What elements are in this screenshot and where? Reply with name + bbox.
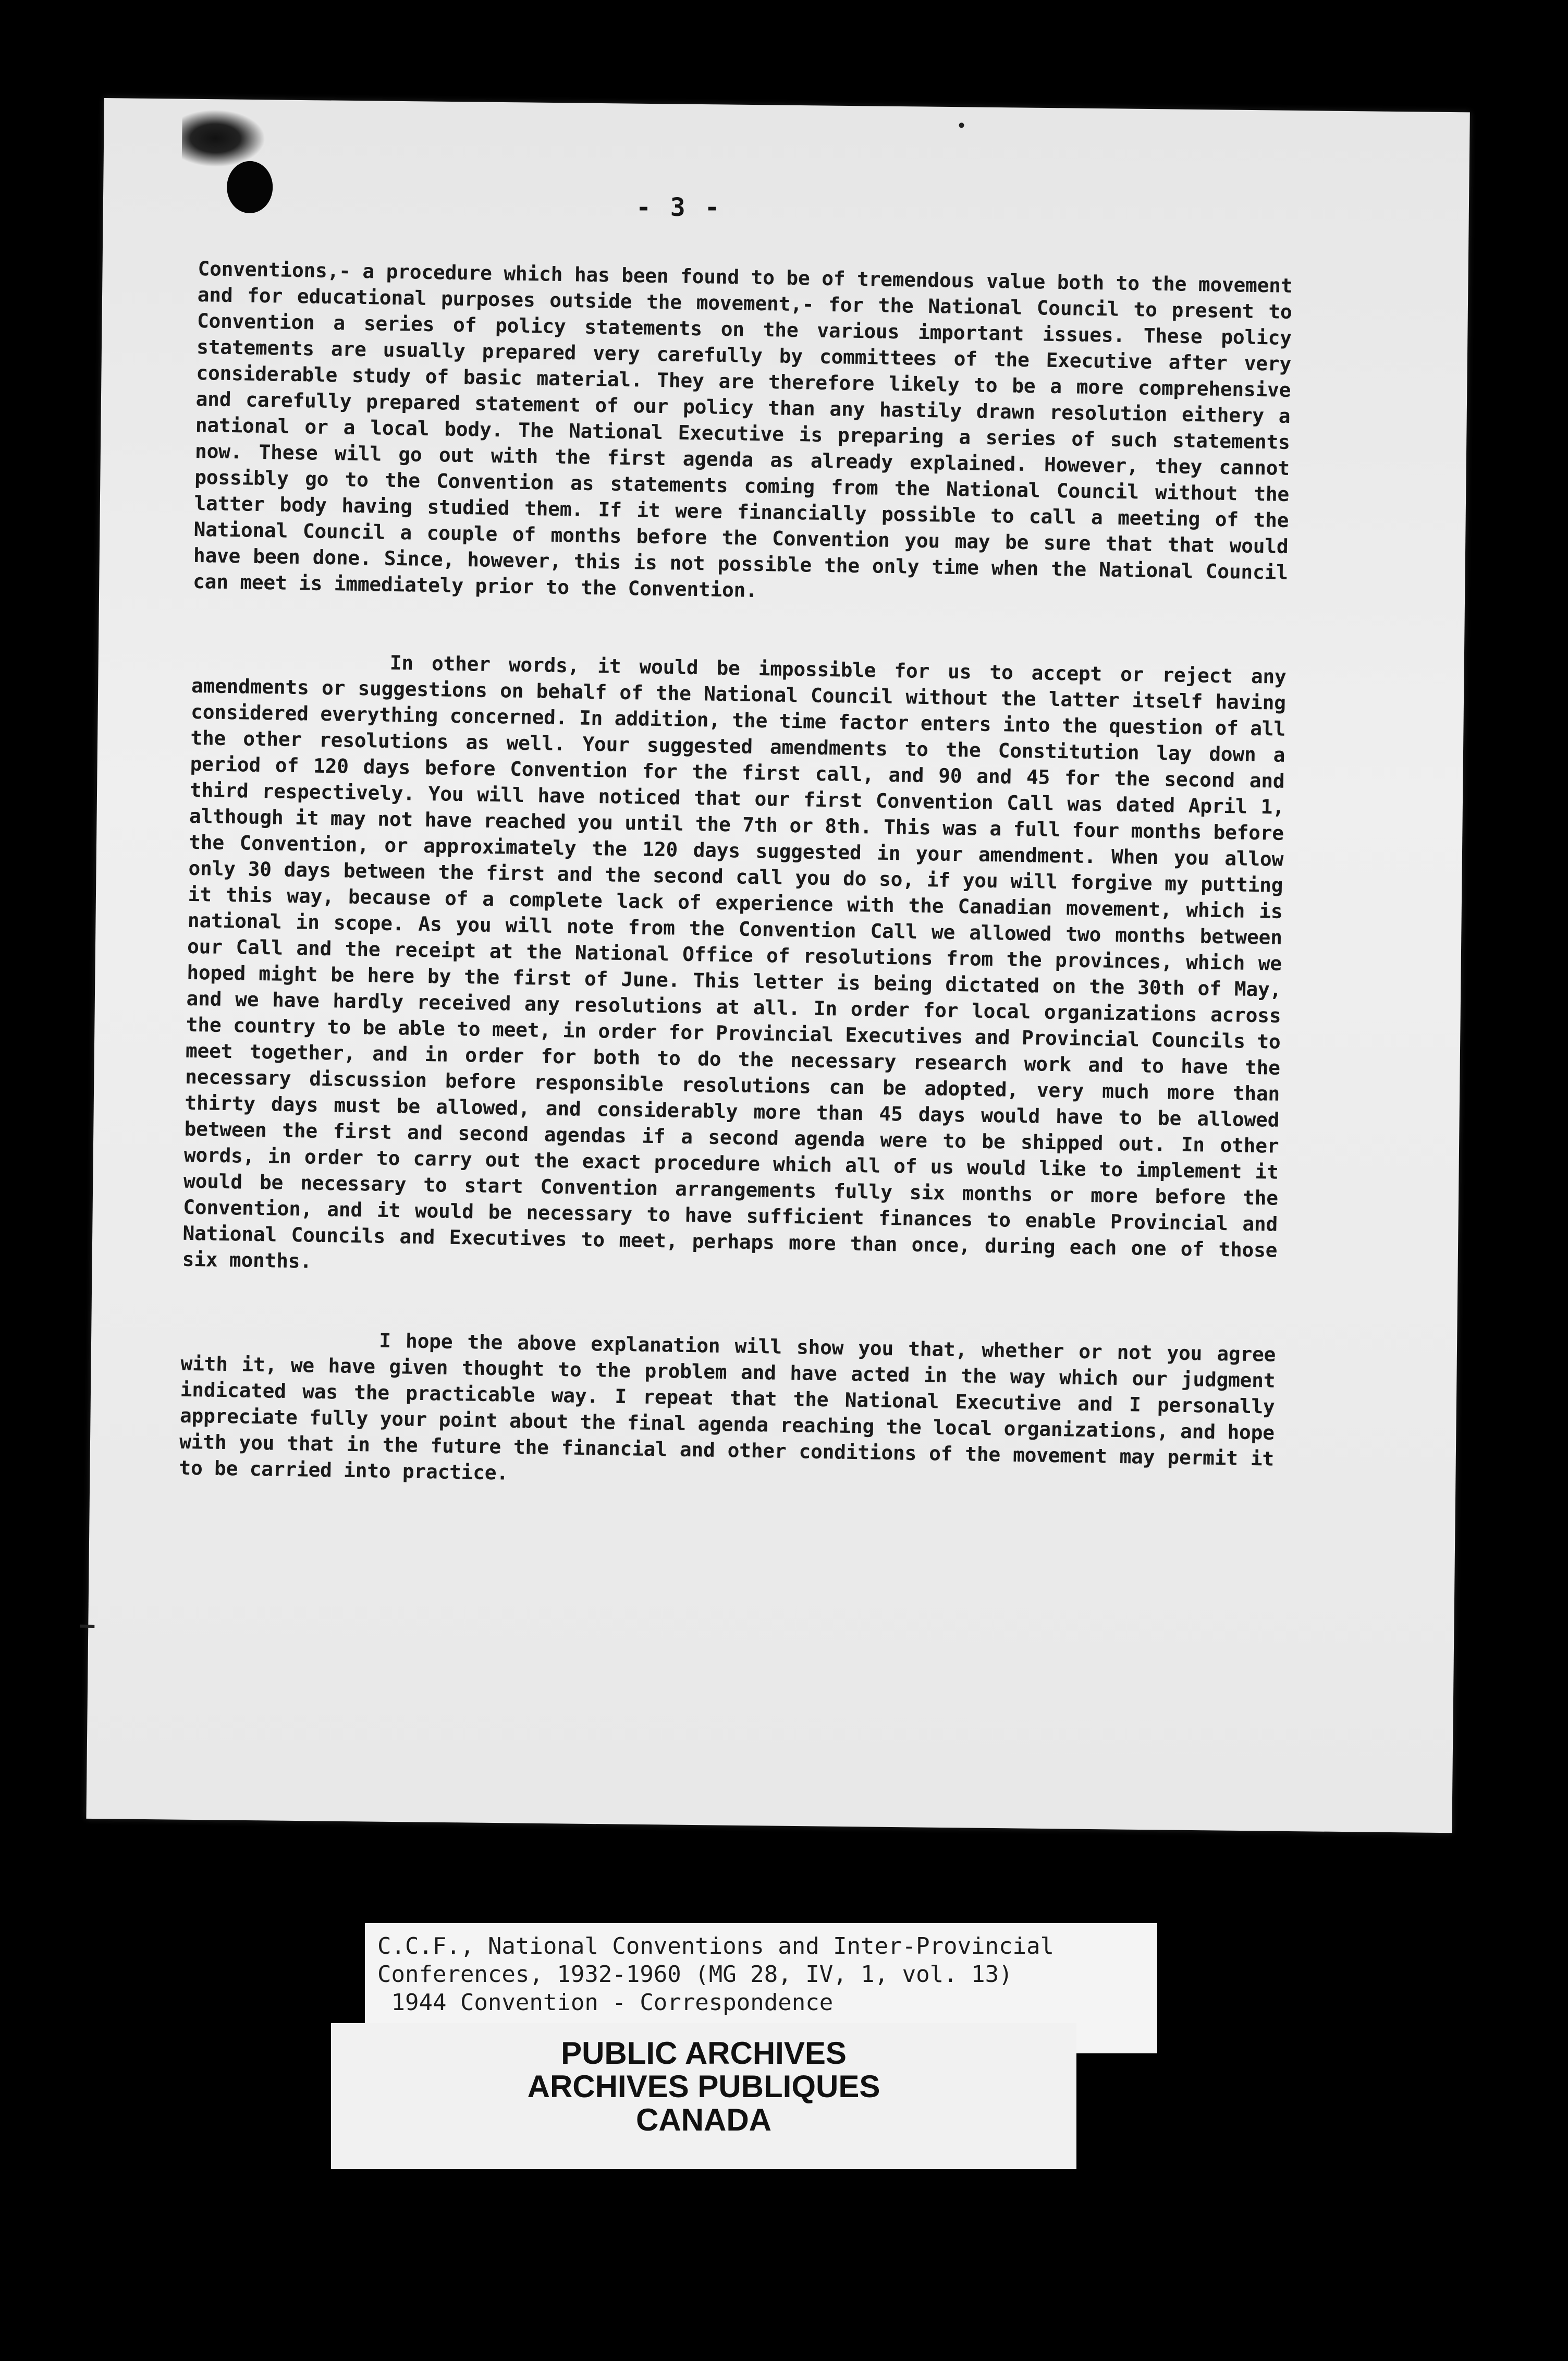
letter-body [179,255,1293,1498]
archive-label-line-2: Conferences, 1932-1960 (MG 28, IV, 1, vol. 13) [377,1961,1013,1988]
archive-label-line-1: C.C.F., National Conventions and Inter-Provincial [377,1933,1055,1960]
punch-hole [227,161,273,213]
page-number: - 3 - [636,193,722,222]
stamp-line-2: ARCHIVES PUBLIQUES [527,2069,880,2104]
paragraph-2: In other words, it would be impossible for us to accept or reject any amendments or suggestions on behalf of the National Council without the latter itself having considered everything concerned. In addition, the time factor enters into the question of all the other resolutions as well. Your suggested amendments to the Constitution lay down a period of 120 days before Convention for the first call, and 90 and 45 for the second and third respectively. You will have noticed that our first Convention Call was dated April 1, although it may not have reached you until the 7th or 8th. This was a full four months before the Convention, or approximately the 120 days suggested in your amendment. When you allow only 30 days between the first and the second call you do so, if you will forgive my putting it this way, because of a complete lack of experience with the Canadian movement, which is national in scope. As you will note from the Convention Call we allowed two months between our Call and the receipt at the National Office of resolutions from the provinces, which we hoped might be here by the first of June. This letter is being dictated on the 30th of May, and we have hardly received any resolutions at all. In order for local organizations across the country to be able to meet, in order for Provincial Executives and Provincial Councils to meet together, and in order for both to do the necessary research work and to have the necessary discussion before responsible resolutions can be adopted, very much more than thirty days must be allowed, and considerably more than 45 days would have to be allowed between the first and second agendas if a second agenda were to be shipped out. In other words, in order to carry out the exact procedure which all of us would like to implement it would be necessary to start Convention arrangements fully six months or more before the Convention, and it would be necessary to have sufficient finances to enable Provincial and National Councils and Executives to meet, perhaps more than once, during each one of those six months. [182,651,1287,1273]
stamp-line-3: CANADA [636,2102,771,2137]
paragraph-3: I hope the above explanation will show you that, whether or not you agree with it, we have given thought to the problem and have acted in the way which our judgment indicated was the practicable way. I repeat that the National Executive and I personally appreciate fully your point about the final agenda reaching the local organizations, and hope with you that in the future the financial and other conditions of the movement may permit it to be carried into practice. [179,1329,1276,1484]
margin-mark [80,1625,94,1628]
stamp-line-1: PUBLIC ARCHIVES [561,2036,847,2071]
paragraph-1: Conventions,- a procedure which has been found to be of tremendous value both to the movement and for educational purposes outside the movement,- for the National Council to present to Convention a series of policy statements on the various important issues. These policy statements are usually prepared very carefully by committees of the Executive after very considerable study of basic material. They are therefore likely to be a more comprehensive and carefully prepared statement of our policy than any hastily drawn resolution eithery a national or a local body. The National Executive is preparing a series of such statements now. These will go out with the first agenda as already explained. However, they cannot possibly go to the Convention as statements coming from the National Council without the latter body having studied them. If it were financially possible to call a meeting of the National Council a couple of months before the Convention you may be sure that that would have been done. Since, however, this is not possible the only time when the National Council can meet is immediately prior to the Convention. [192,257,1293,602]
speck-mark [959,123,964,128]
archive-label-line-3: 1944 Convention - Correspondence [377,1989,834,2016]
public-archives-stamp [331,2023,1076,2169]
ink-smudge [182,109,266,168]
